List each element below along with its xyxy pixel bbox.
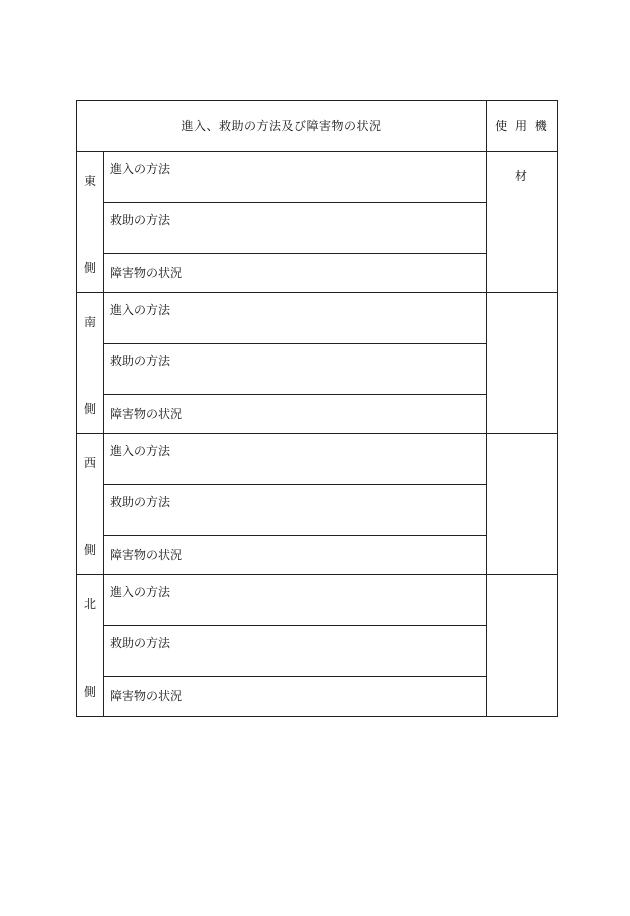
- row-label: 救助の方法: [110, 354, 171, 368]
- side-label: 側: [83, 402, 96, 416]
- row-label: 障害物の状況: [110, 407, 183, 421]
- equipment-cell[interactable]: [486, 293, 557, 433]
- rescue-plan-table: [76, 100, 558, 717]
- group-north: [77, 575, 557, 716]
- row-label: 進入の方法: [110, 162, 171, 176]
- obstacle-status-cell[interactable]: [104, 254, 486, 293]
- row-label: 進入の方法: [110, 444, 171, 458]
- row-label: 救助の方法: [110, 495, 171, 509]
- row-label: 進入の方法: [110, 303, 171, 317]
- equipment-cell[interactable]: [486, 434, 557, 574]
- entry-method-cell[interactable]: [104, 152, 486, 203]
- rescue-method-cell[interactable]: [104, 203, 486, 254]
- row-label: 救助の方法: [110, 213, 171, 227]
- obstacle-status-cell[interactable]: [104, 536, 486, 575]
- obstacle-status-cell[interactable]: [104, 395, 486, 434]
- direction-column: [77, 434, 104, 574]
- header-equipment: 使 用 機 材: [486, 101, 557, 151]
- equipment-cell[interactable]: [486, 575, 557, 716]
- direction-label: 北: [83, 597, 96, 611]
- side-label: 側: [83, 685, 96, 699]
- header-title: 進入、救助の方法及び障害物の状況: [181, 119, 382, 133]
- group-south: [77, 293, 557, 434]
- equipment-cell[interactable]: [486, 152, 557, 292]
- row-label: 障害物の状況: [110, 689, 183, 703]
- row-label: 進入の方法: [110, 585, 171, 599]
- side-label: 側: [83, 543, 96, 557]
- direction-label: 西: [83, 456, 96, 470]
- rescue-method-cell[interactable]: [104, 626, 486, 677]
- direction-column: [77, 575, 104, 716]
- rescue-method-cell[interactable]: [104, 485, 486, 536]
- direction-column: [77, 293, 104, 433]
- row-label: 障害物の状況: [110, 266, 183, 280]
- group-east: [77, 152, 557, 293]
- rescue-method-cell[interactable]: [104, 344, 486, 395]
- group-west: [77, 434, 557, 575]
- side-label: 側: [83, 261, 96, 275]
- entry-method-cell[interactable]: [104, 575, 486, 626]
- row-label: 救助の方法: [110, 636, 171, 650]
- row-label: 障害物の状況: [110, 548, 183, 562]
- direction-label: 東: [83, 174, 96, 188]
- entry-method-cell[interactable]: [104, 293, 486, 344]
- entry-method-cell[interactable]: [104, 434, 486, 485]
- direction-column: [77, 152, 104, 292]
- direction-label: 南: [83, 315, 96, 329]
- obstacle-status-cell[interactable]: [104, 677, 486, 716]
